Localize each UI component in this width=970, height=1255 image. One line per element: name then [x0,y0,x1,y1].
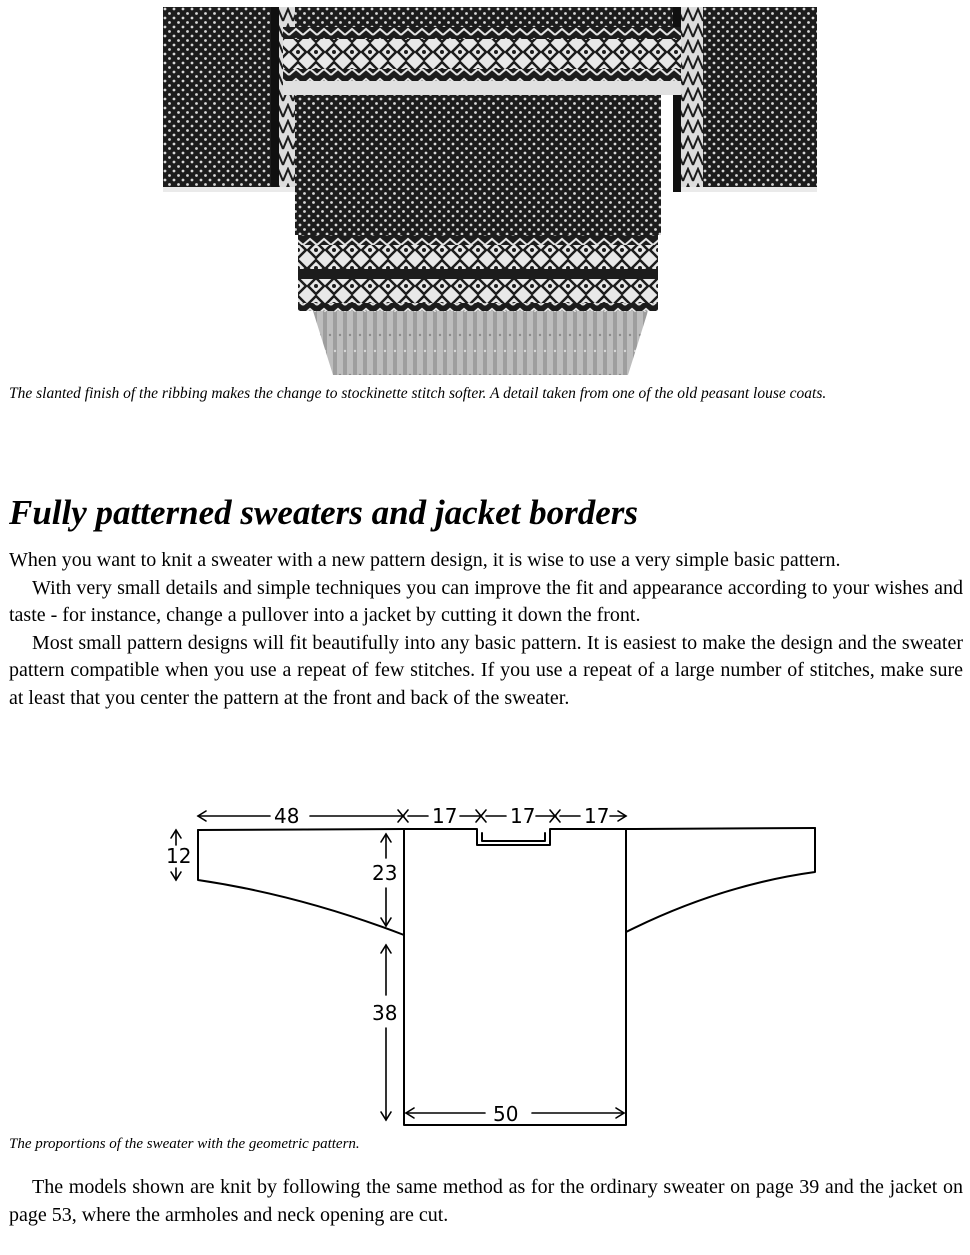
body-paragraphs [9,547,963,712]
dim-armhole-depth: 23 [372,861,398,885]
sweater-proportions-diagram [160,800,825,1130]
paragraph: When you want to knit a sweater with a new pattern design, it is wise to use a very simple basic pattern. [9,549,841,571]
right-sleeve [626,828,815,932]
dim-neck-width: 17 [510,804,536,828]
paragraph: The models shown are knit by following the same method as for the ordinary sweater on page 39 and the jacket on page 53, where the armholes and neck opening are cut. [9,1176,963,1226]
dim-sleeve-top: 12 [166,844,192,868]
diagram-caption: The proportions of the sweater with the geometric pattern. [9,1136,360,1152]
photo-caption: The slanted finish of the ribbing makes the change to stockinette stitch softer. A detail taken from one of the old peasant louse coats. [9,385,827,402]
paragraph: With very small details and simple techniques you can improve the fit and appearance according to your wishes and taste - for instance, change a pullover into a jacket by cutting it down the front. [9,576,963,626]
body-outline [404,829,626,1125]
section-heading: Fully patterned sweaters and jacket borders [9,493,639,532]
dim-shoulder-left: 17 [432,804,458,828]
dim-shoulder-right: 17 [584,804,610,828]
dim-sleeve-length: 48 [274,804,300,828]
dim-body-width: 50 [493,1102,519,1126]
dim-body-length: 38 [372,1001,398,1025]
shoulder-line [198,828,815,845]
closing-text [9,1174,963,1229]
sweater-photo [163,7,817,375]
paragraph: Most small pattern designs will fit beautifully into any basic pattern. It is easiest to make the design and the sweater pattern compatible when you use a repeat of few stitches. If you use a repeat of a large number of stitches, make sure at least that you center the pattern at the front and back of the sweater. [9,631,963,709]
